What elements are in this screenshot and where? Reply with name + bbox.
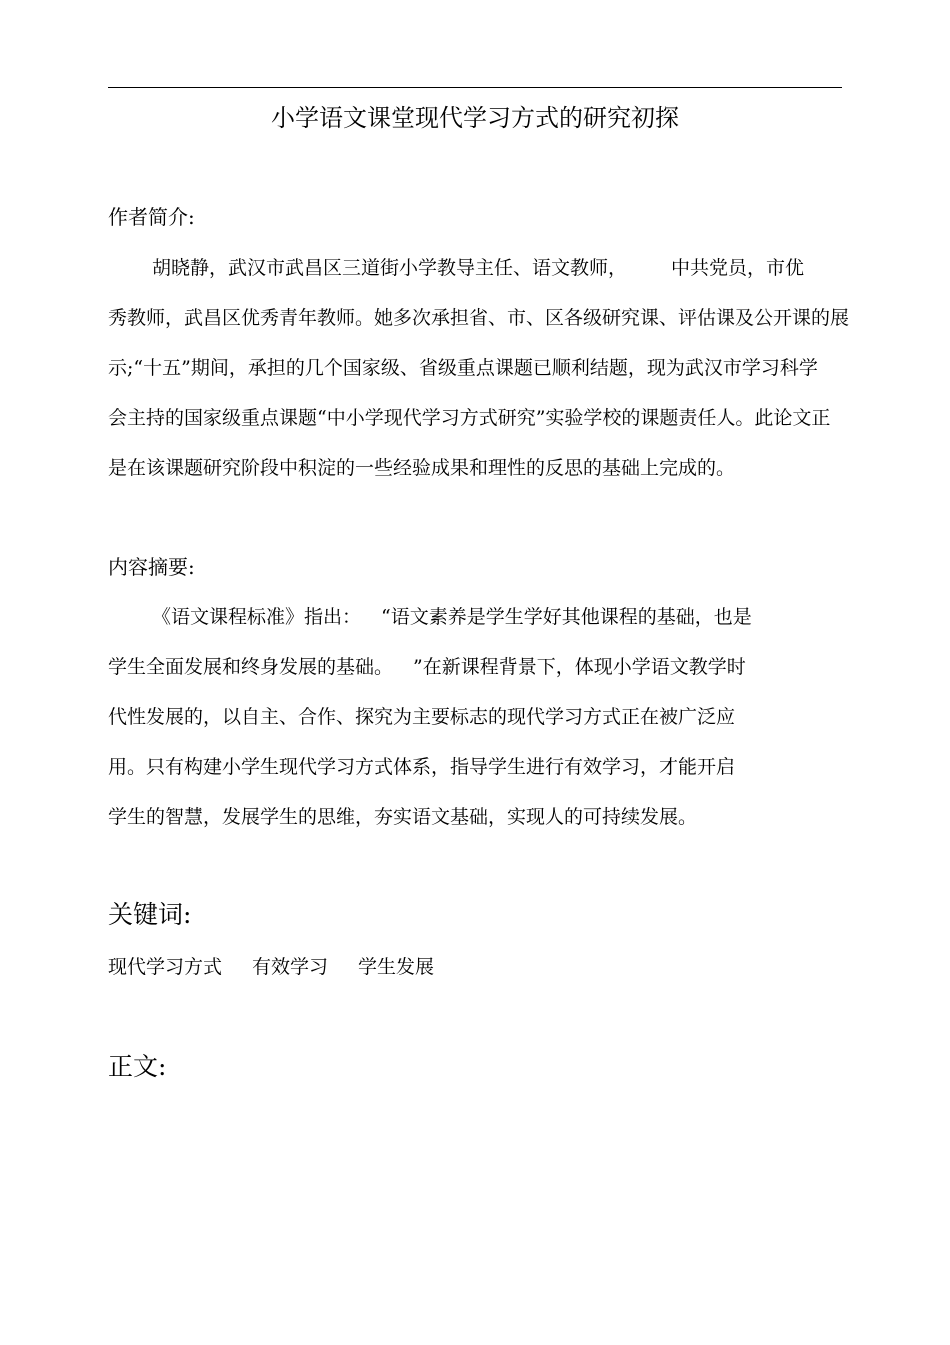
document-title: 小学语文课堂现代学习方式的研究初探: [271, 104, 679, 132]
author-intro-line-1-part-1: 胡晓静，武汉市武昌区三道街小学教导主任、语文教师，: [152, 257, 628, 279]
abstract-line-1: [152, 603, 752, 631]
keywords-heading: 关键词:: [108, 900, 192, 929]
author-intro-line-1: [152, 254, 804, 282]
body-heading: 正文:: [108, 1052, 167, 1081]
abstract-line-5: 学生的智慧，发展学生的思维，夯实语文基础，实现人的可持续发展。: [108, 806, 698, 828]
keywords-list: [108, 953, 434, 981]
author-intro-line-2: 秀教师，武昌区优秀青年教师。她多次承担省、市、区各级研究课、评估课及公开课的展: [108, 307, 850, 329]
author-intro-line-3: 示;“十五”期间，承担的几个国家级、省级重点课题已顺利结题，现为武汉市学习科学: [108, 357, 818, 379]
header-rule: [108, 87, 842, 88]
abstract-line-2-part-1: 学生全面发展和终身发展的基础。: [108, 656, 394, 678]
abstract-line-2: [108, 653, 746, 681]
author-intro-heading: 作者简介:: [108, 205, 195, 229]
abstract-line-4: 用。只有构建小学生现代学习方式体系，指导学生进行有效学习，才能开启: [108, 756, 736, 778]
keyword-item: 现代学习方式: [108, 956, 223, 978]
author-intro-line-4: 会主持的国家级重点课题“中小学现代学习方式研究”实验学校的课题责任人。此论文正: [108, 407, 831, 429]
abstract-line-2-part-2: ”在新课程背景下，体现小学语文教学时: [413, 656, 746, 678]
keyword-item: 有效学习: [252, 956, 329, 978]
keyword-item: 学生发展: [358, 956, 435, 978]
author-intro-line-1-part-2: 中共党员，市优: [671, 257, 805, 279]
abstract-heading: 内容摘要:: [108, 555, 195, 579]
abstract-line-1-part-2: “语文素养是学生学好其他课程的基础，也是: [381, 606, 752, 628]
abstract-line-1-part-1: 《语文课程标准》指出：: [152, 606, 362, 628]
abstract-line-3: 代性发展的，以自主、合作、探究为主要标志的现代学习方式正在被广泛应: [108, 706, 736, 728]
author-intro-line-5: 是在该课题研究阶段中积淀的一些经验成果和理性的反思的基础上完成的。: [108, 457, 736, 479]
